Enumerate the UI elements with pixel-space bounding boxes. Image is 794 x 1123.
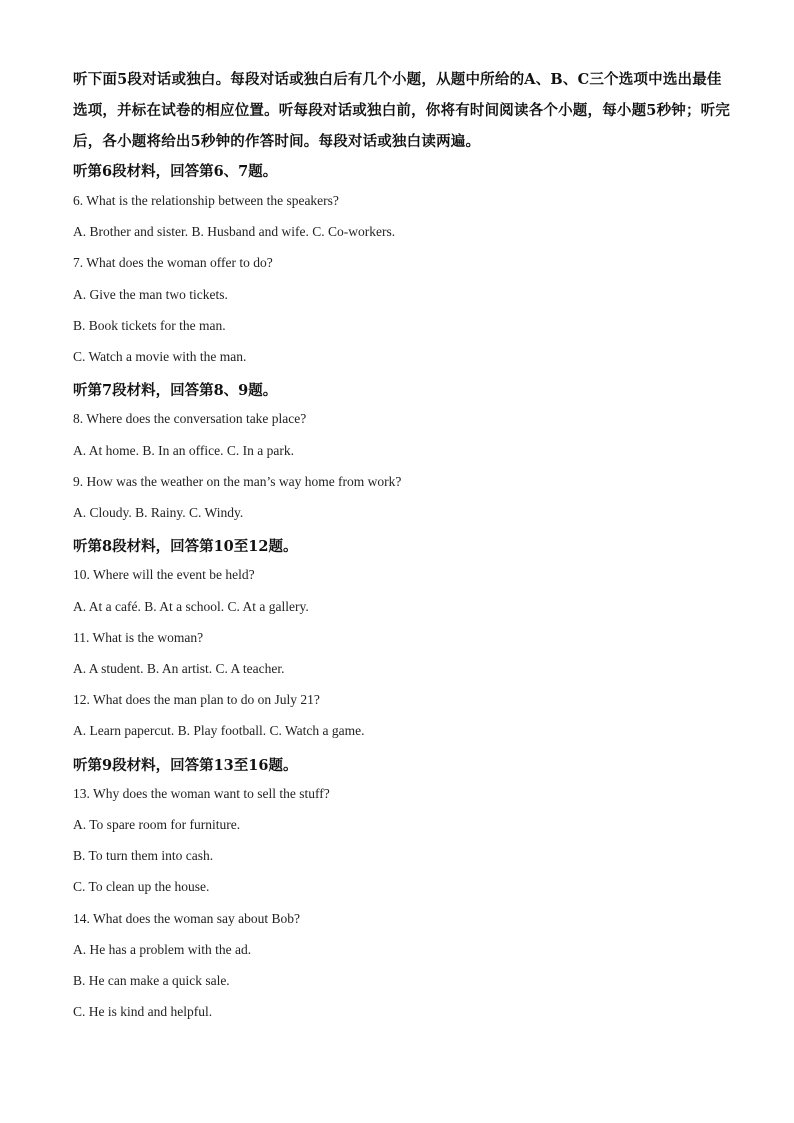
question-6: 6. What is the relationship between the speakers? <box>73 193 339 208</box>
material-8-heading: 听第8段材料，回答第10至12题。 <box>73 538 298 555</box>
question-14-option-a: A. He has a problem with the ad. <box>73 942 252 957</box>
question-7-option-b: B. Book tickets for the man. <box>73 318 226 333</box>
material-6-heading: 听第6段材料，回答第6、7题。 <box>73 163 278 180</box>
question-9-options: A. Cloudy. B. Rainy. C. Windy. <box>73 505 244 520</box>
question-13-option-b: B. To turn them into cash. <box>73 848 214 863</box>
question-11: 11. What is the woman? <box>73 630 204 645</box>
section-instructions: 听下面5段对话或独白。每段对话或独白后有几个小题，从题中所给的A、B、C三个选项中选出最佳选项，并标在试卷的相应位置。听每段对话或独白前，你将有时间阅读各个小题，每小题5秒钟；听完后，各小题将给出5秒钟的作答时间。每段对话或独白读两遍。 <box>73 71 731 150</box>
question-7-option-c: C. Watch a movie with the man. <box>73 349 247 364</box>
question-7: 7. What does the woman offer to do? <box>73 255 273 270</box>
question-14-option-c: C. He is kind and helpful. <box>73 1004 213 1019</box>
material-9-heading: 听第9段材料，回答第13至16题。 <box>73 757 298 774</box>
material-7-heading: 听第7段材料，回答第8、9题。 <box>73 382 278 399</box>
question-13-option-c: C. To clean up the house. <box>73 879 210 894</box>
question-8: 8. Where does the conversation take place? <box>73 411 307 426</box>
question-7-option-a: A. Give the man two tickets. <box>73 287 228 302</box>
question-6-options: A. Brother and sister. B. Husband and wife. C. Co-workers. <box>73 224 396 239</box>
question-12: 12. What does the man plan to do on July 21? <box>73 692 320 707</box>
question-11-options: A. A student. B. An artist. C. A teacher. <box>73 661 285 676</box>
question-10-options: A. At a café. B. At a school. C. At a gallery. <box>73 599 309 614</box>
question-13: 13. Why does the woman want to sell the stuff? <box>73 786 330 801</box>
question-13-option-a: A. To spare room for furniture. <box>73 817 241 832</box>
question-8-options: A. At home. B. In an office. C. In a park. <box>73 443 294 458</box>
question-10: 10. Where will the event be held? <box>73 567 255 582</box>
question-12-options: A. Learn papercut. B. Play football. C. Watch a game. <box>73 723 365 738</box>
question-14-option-b: B. He can make a quick sale. <box>73 973 230 988</box>
question-14: 14. What does the woman say about Bob? <box>73 911 300 926</box>
question-9: 9. How was the weather on the man’s way home from work? <box>73 474 402 489</box>
